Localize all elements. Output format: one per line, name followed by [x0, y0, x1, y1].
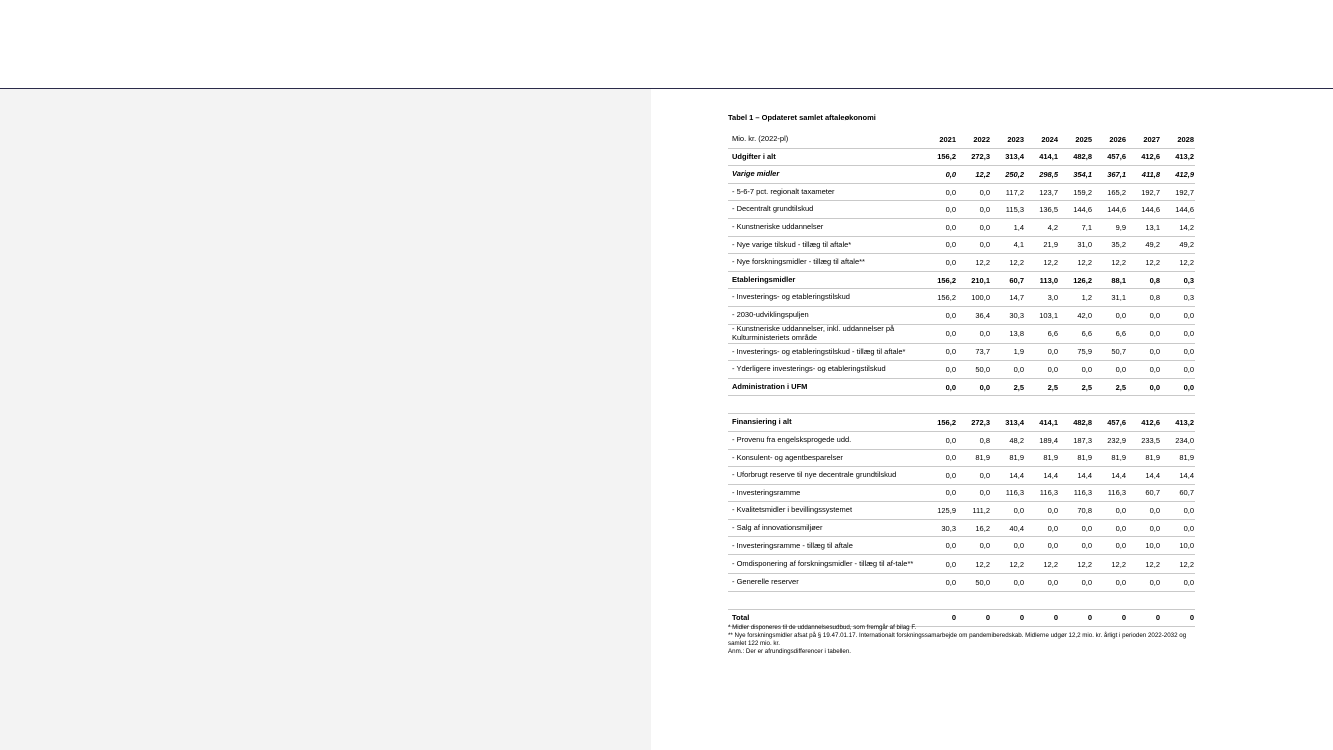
row-value: 81,9 [1025, 449, 1059, 467]
row-value: 12,2 [1093, 555, 1127, 574]
row-value: 0,0 [957, 201, 991, 219]
row-value: 0,8 [1127, 271, 1161, 289]
row-value: 0,0 [923, 537, 957, 555]
table-row [728, 236, 1195, 254]
row-value: 192,7 [1161, 183, 1195, 201]
table-row [728, 324, 1195, 343]
row-value: 0,0 [1127, 519, 1161, 537]
row-value: 0,0 [923, 236, 957, 254]
row-value: 0,0 [1127, 361, 1161, 379]
row-value: 0,0 [957, 467, 991, 485]
row-value: 126,2 [1059, 271, 1093, 289]
row-value: 0,0 [1059, 361, 1093, 379]
row-label: Etableringsmidler [728, 271, 923, 289]
row-value: 60,7 [1127, 484, 1161, 502]
row-value: 0,0 [957, 183, 991, 201]
row-value: 13,8 [991, 324, 1025, 343]
row-value: 0,0 [923, 201, 957, 219]
row-value: 0,0 [1025, 343, 1059, 361]
row-label: - Provenu fra engelsksprogede udd. [728, 431, 923, 449]
row-label [728, 396, 923, 414]
row-value: 0,0 [923, 467, 957, 485]
header-unit-label: Mio. kr. (2022-pl) [728, 131, 923, 148]
row-label: - Kunstneriske uddannelser, inkl. uddannelser på Kulturministeriets område [728, 324, 923, 343]
row-value [1161, 396, 1195, 414]
row-value: 210,1 [957, 271, 991, 289]
row-value: 0,0 [1161, 502, 1195, 520]
row-value: 0,0 [957, 236, 991, 254]
row-value: 81,9 [1059, 449, 1093, 467]
row-value: 0,0 [1127, 574, 1161, 592]
row-value: 0,0 [1059, 519, 1093, 537]
row-value [1093, 591, 1127, 609]
row-value: 0,0 [1093, 306, 1127, 324]
row-value: 482,8 [1059, 148, 1093, 166]
row-value: 0 [1025, 609, 1059, 627]
table-row [728, 449, 1195, 467]
row-value: 272,3 [957, 414, 991, 432]
row-value: 7,1 [1059, 218, 1093, 236]
row-value: 0,0 [1161, 378, 1195, 396]
header-year: 2025 [1059, 131, 1093, 148]
row-value: 123,7 [1025, 183, 1059, 201]
table-row [728, 519, 1195, 537]
row-value: 115,3 [991, 201, 1025, 219]
row-value: 412,6 [1127, 414, 1161, 432]
table-row [728, 537, 1195, 555]
row-value [1059, 591, 1093, 609]
row-label: - Investerings- og etableringstilskud [728, 289, 923, 307]
row-value: 88,1 [1093, 271, 1127, 289]
row-value: 0,3 [1161, 289, 1195, 307]
row-value: 0,0 [923, 449, 957, 467]
row-value: 136,5 [1025, 201, 1059, 219]
header-year: 2022 [957, 131, 991, 148]
row-value [957, 591, 991, 609]
table-row [728, 289, 1195, 307]
row-value: 0,3 [1161, 271, 1195, 289]
row-value: 313,4 [991, 148, 1025, 166]
row-label: Udgifter i alt [728, 148, 923, 166]
row-value: 0,0 [957, 218, 991, 236]
row-value: 10,0 [1127, 537, 1161, 555]
header-year: 2026 [1093, 131, 1127, 148]
row-value: 0,0 [923, 183, 957, 201]
row-value: 12,2 [1127, 555, 1161, 574]
row-value: 0,0 [1161, 324, 1195, 343]
row-value: 12,2 [1025, 254, 1059, 272]
row-value: 12,2 [1025, 555, 1059, 574]
row-label: - Uforbrugt reserve til nye decentrale grundtilskud [728, 467, 923, 485]
row-value: 414,1 [1025, 148, 1059, 166]
row-label: Finansiering i alt [728, 414, 923, 432]
row-label: - Nye forskningsmidler - tillæg til aftale** [728, 254, 923, 272]
row-value: 0,8 [1127, 289, 1161, 307]
left-panel [0, 89, 651, 750]
row-value: 0,0 [923, 431, 957, 449]
row-label [728, 591, 923, 609]
row-value: 144,6 [1161, 201, 1195, 219]
row-value: 14,4 [991, 467, 1025, 485]
row-value: 12,2 [1161, 254, 1195, 272]
row-value: 48,2 [991, 431, 1025, 449]
row-value: 60,7 [991, 271, 1025, 289]
row-value: 13,1 [1127, 218, 1161, 236]
row-value: 0,0 [923, 254, 957, 272]
row-value: 0,0 [923, 306, 957, 324]
row-value: 14,4 [1127, 467, 1161, 485]
top-bar [0, 0, 1333, 89]
row-label: - Omdisponering af forskningsmidler - tillæg til af-tale** [728, 555, 923, 574]
table-row [728, 201, 1195, 219]
row-value: 30,3 [923, 519, 957, 537]
row-value: 0,0 [1025, 574, 1059, 592]
row-value: 234,0 [1161, 431, 1195, 449]
row-label: Administration i UFM [728, 378, 923, 396]
row-value: 35,2 [1093, 236, 1127, 254]
row-label: Varige midler [728, 166, 923, 184]
row-value: 125,9 [923, 502, 957, 520]
row-value [1127, 396, 1161, 414]
row-value: 14,4 [1025, 467, 1059, 485]
row-value: 113,0 [1025, 271, 1059, 289]
row-value: 414,1 [1025, 414, 1059, 432]
table-row [728, 591, 1195, 609]
footnote: * Midler disponeres til de uddannelsesudbud, som fremgår af bilag F. [728, 624, 917, 631]
row-value: 0,0 [1059, 574, 1093, 592]
row-value: 31,0 [1059, 236, 1093, 254]
row-label: - Kunstneriske uddannelser [728, 218, 923, 236]
row-value: 298,5 [1025, 166, 1059, 184]
row-value: 73,7 [957, 343, 991, 361]
row-value: 81,9 [1093, 449, 1127, 467]
row-value: 0,0 [1093, 502, 1127, 520]
table-row [728, 148, 1195, 166]
row-value: 144,6 [1127, 201, 1161, 219]
row-value: 0,0 [1161, 306, 1195, 324]
row-value: 144,6 [1093, 201, 1127, 219]
table-row [728, 343, 1195, 361]
row-value: 12,2 [957, 555, 991, 574]
row-value: 0,0 [923, 378, 957, 396]
row-value: 0,8 [957, 431, 991, 449]
row-value: 232,9 [1093, 431, 1127, 449]
row-value: 0,0 [991, 502, 1025, 520]
row-value: 2,5 [1059, 378, 1093, 396]
row-label: Total [728, 609, 923, 627]
row-label: - 2030-udviklingspuljen [728, 306, 923, 324]
row-value: 49,2 [1127, 236, 1161, 254]
row-value [991, 591, 1025, 609]
row-value: 0,0 [1127, 378, 1161, 396]
row-value: 36,4 [957, 306, 991, 324]
row-value: 367,1 [1093, 166, 1127, 184]
row-value: 42,0 [1059, 306, 1093, 324]
table-title: Tabel 1 – Opdateret samlet aftaleøkonomi [728, 113, 876, 122]
row-value: 116,3 [991, 484, 1025, 502]
row-value: 10,0 [1161, 537, 1195, 555]
row-value: 40,4 [991, 519, 1025, 537]
row-value: 50,0 [957, 361, 991, 379]
row-value: 0 [1161, 609, 1195, 627]
row-value [1127, 591, 1161, 609]
row-value: 0,0 [1161, 519, 1195, 537]
row-value: 0 [1093, 609, 1127, 627]
row-value: 31,1 [1093, 289, 1127, 307]
row-value: 2,5 [1025, 378, 1059, 396]
row-value: 0,0 [1093, 574, 1127, 592]
row-value: 0,0 [991, 361, 1025, 379]
row-value: 0,0 [923, 218, 957, 236]
row-value: 0,0 [1025, 502, 1059, 520]
row-value: 116,3 [1093, 484, 1127, 502]
row-value: 0,0 [1025, 519, 1059, 537]
row-value [923, 396, 957, 414]
table-row [728, 574, 1195, 592]
header-year: 2027 [1127, 131, 1161, 148]
table-row [728, 271, 1195, 289]
row-label: - Decentralt grundtilskud [728, 201, 923, 219]
row-value: 0,0 [923, 555, 957, 574]
row-label: - Generelle reserver [728, 574, 923, 592]
row-value: 187,3 [1059, 431, 1093, 449]
table-row [728, 166, 1195, 184]
row-value: 0 [923, 609, 957, 627]
footnote: Anm.: Der er afrundingsdifferencer i tabellen. [728, 648, 852, 655]
row-value: 0 [1059, 609, 1093, 627]
row-value: 0 [991, 609, 1025, 627]
row-value: 9,9 [1093, 218, 1127, 236]
row-value: 482,8 [1059, 414, 1093, 432]
row-value: 6,6 [1093, 324, 1127, 343]
row-value: 0,0 [1127, 306, 1161, 324]
row-value: 14,4 [1093, 467, 1127, 485]
row-value: 81,9 [1161, 449, 1195, 467]
row-value: 1,9 [991, 343, 1025, 361]
row-value: 0 [1127, 609, 1161, 627]
row-value: 16,2 [957, 519, 991, 537]
row-value [923, 591, 957, 609]
row-value: 250,2 [991, 166, 1025, 184]
row-value: 192,7 [1127, 183, 1161, 201]
row-value: 117,2 [991, 183, 1025, 201]
row-value: 413,2 [1161, 148, 1195, 166]
row-label: - Kvalitetsmidler i bevillingssystemet [728, 502, 923, 520]
row-value: 144,6 [1059, 201, 1093, 219]
row-label: - Yderligere investerings- og etableringstilskud [728, 361, 923, 379]
footnotes [728, 624, 1195, 656]
row-value: 0,0 [1161, 343, 1195, 361]
table-row [728, 555, 1195, 574]
row-value: 3,0 [1025, 289, 1059, 307]
table-row [728, 502, 1195, 520]
row-value: 0,0 [923, 166, 957, 184]
row-value: 0,0 [1059, 537, 1093, 555]
row-value: 70,8 [1059, 502, 1093, 520]
row-value: 4,1 [991, 236, 1025, 254]
table-row [728, 467, 1195, 485]
header-year: 2023 [991, 131, 1025, 148]
row-value: 0,0 [957, 484, 991, 502]
row-value: 4,2 [1025, 218, 1059, 236]
row-value: 0,0 [923, 361, 957, 379]
table-row [728, 361, 1195, 379]
row-value: 116,3 [1025, 484, 1059, 502]
row-value [1059, 396, 1093, 414]
row-value: 156,2 [923, 414, 957, 432]
row-value: 81,9 [1127, 449, 1161, 467]
header-year: 2024 [1025, 131, 1059, 148]
row-value: 0,0 [1093, 519, 1127, 537]
row-value: 354,1 [1059, 166, 1093, 184]
row-value: 0 [957, 609, 991, 627]
row-value: 413,2 [1161, 414, 1195, 432]
row-value: 60,7 [1161, 484, 1195, 502]
economy-table [728, 131, 1195, 627]
row-value: 0,0 [923, 484, 957, 502]
row-label: - Investeringsramme - tillæg til aftale [728, 537, 923, 555]
row-value: 2,5 [1093, 378, 1127, 396]
row-value: 14,4 [1059, 467, 1093, 485]
row-value: 412,9 [1161, 166, 1195, 184]
row-value: 457,6 [1093, 148, 1127, 166]
row-value: 12,2 [1127, 254, 1161, 272]
row-label: - Salg af innovationsmiljøer [728, 519, 923, 537]
row-value: 313,4 [991, 414, 1025, 432]
row-value: 12,2 [1059, 254, 1093, 272]
row-label: - 5-6-7 pct. regionalt taxameter [728, 183, 923, 201]
row-value: 50,0 [957, 574, 991, 592]
row-value: 189,4 [1025, 431, 1059, 449]
row-value: 12,2 [1161, 555, 1195, 574]
row-value: 0,0 [923, 574, 957, 592]
row-value: 30,3 [991, 306, 1025, 324]
row-value: 0,0 [957, 378, 991, 396]
table-row [728, 218, 1195, 236]
row-value: 412,6 [1127, 148, 1161, 166]
row-value: 111,2 [957, 502, 991, 520]
row-value: 0,0 [1025, 361, 1059, 379]
footnote: ** Nye forskningsmidler afsat på § 19.47.01.17. Internationalt forskningssamarbejde om pandemiberedskab. Midlerne udgør 12,2 mio. kr. årligt i perioden 2022-2032 og samlet 122 mio. kr. [728, 632, 1187, 647]
row-value: 0,0 [957, 324, 991, 343]
row-value: 0,0 [991, 537, 1025, 555]
row-value: 0,0 [1127, 324, 1161, 343]
table-row [728, 183, 1195, 201]
table-row [728, 414, 1195, 432]
row-label: - Investeringsramme [728, 484, 923, 502]
row-value: 49,2 [1161, 236, 1195, 254]
row-value: 156,2 [923, 148, 957, 166]
row-value: 6,6 [1025, 324, 1059, 343]
table-row [728, 378, 1195, 396]
row-value: 2,5 [991, 378, 1025, 396]
row-value: 21,9 [1025, 236, 1059, 254]
row-value: 14,4 [1161, 467, 1195, 485]
row-value [991, 396, 1025, 414]
row-value: 116,3 [1059, 484, 1093, 502]
table-row [728, 254, 1195, 272]
row-value: 81,9 [957, 449, 991, 467]
row-value: 0,0 [1161, 574, 1195, 592]
row-value [1161, 591, 1195, 609]
row-value: 12,2 [1059, 555, 1093, 574]
row-value: 75,9 [1059, 343, 1093, 361]
row-value: 0,0 [957, 537, 991, 555]
row-value: 156,2 [923, 289, 957, 307]
row-value: 0,0 [1025, 537, 1059, 555]
row-value: 0,0 [1093, 361, 1127, 379]
row-value: 272,3 [957, 148, 991, 166]
row-value: 100,0 [957, 289, 991, 307]
row-value: 6,6 [1059, 324, 1093, 343]
row-value: 50,7 [1093, 343, 1127, 361]
row-value: 411,8 [1127, 166, 1161, 184]
header-year: 2028 [1161, 131, 1195, 148]
row-value [1025, 591, 1059, 609]
row-value: 0,0 [1093, 537, 1127, 555]
row-value: 0,0 [923, 324, 957, 343]
row-value: 12,2 [957, 166, 991, 184]
row-value: 0,0 [1127, 343, 1161, 361]
row-value: 0,0 [1161, 361, 1195, 379]
row-value: 233,5 [1127, 431, 1161, 449]
row-label: - Konsulent- og agentbesparelser [728, 449, 923, 467]
table-row [728, 306, 1195, 324]
row-value: 12,2 [991, 254, 1025, 272]
row-value: 0,0 [923, 343, 957, 361]
row-value: 1,2 [1059, 289, 1093, 307]
table-row [728, 484, 1195, 502]
row-value: 457,6 [1093, 414, 1127, 432]
row-value: 14,7 [991, 289, 1025, 307]
row-value [957, 396, 991, 414]
row-label: - Investerings- og etableringstilskud - tillæg til aftale* [728, 343, 923, 361]
row-value [1025, 396, 1059, 414]
row-value: 12,2 [1093, 254, 1127, 272]
row-value: 165,2 [1093, 183, 1127, 201]
row-value: 0,0 [1127, 502, 1161, 520]
row-value: 14,2 [1161, 218, 1195, 236]
header-year: 2021 [923, 131, 957, 148]
row-value: 81,9 [991, 449, 1025, 467]
table-row [728, 396, 1195, 414]
row-value: 156,2 [923, 271, 957, 289]
row-value: 12,2 [957, 254, 991, 272]
row-value: 12,2 [991, 555, 1025, 574]
row-value: 103,1 [1025, 306, 1059, 324]
row-value: 0,0 [991, 574, 1025, 592]
table-header-row [728, 131, 1195, 148]
row-label: - Nye varige tilskud - tillæg til aftale* [728, 236, 923, 254]
row-value: 1,4 [991, 218, 1025, 236]
row-value: 159,2 [1059, 183, 1093, 201]
row-value [1093, 396, 1127, 414]
table-row [728, 431, 1195, 449]
